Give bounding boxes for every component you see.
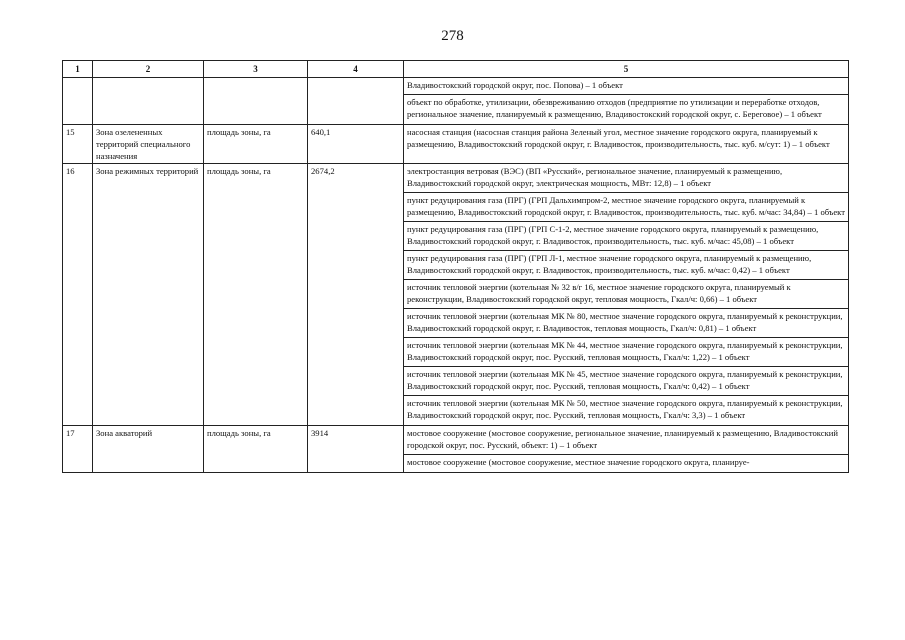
zone-name-cell: Зона акваторий — [93, 426, 204, 473]
table-row — [63, 164, 849, 426]
value-cell: 640,1 — [308, 125, 404, 164]
value-cell — [308, 78, 404, 125]
row-number-cell: 16 — [63, 164, 93, 426]
object-entry-text: источник тепловой энергии (котельная № 32 в/г 16, местное значение городского округа, планируемый к реконструкции, Владивостокский городской округ, тепловая мощность, Гкал/ч: 0,66) – 1 объект — [407, 282, 791, 304]
column-header-5: 5 — [404, 61, 849, 78]
column-header-2: 2 — [93, 61, 204, 78]
object-entry — [404, 126, 848, 153]
row-number-cell: 17 — [63, 426, 93, 473]
object-entry — [404, 337, 848, 366]
table-row — [63, 125, 849, 164]
objects-cell — [404, 78, 849, 125]
object-entry — [404, 165, 848, 192]
object-entry — [404, 308, 848, 337]
object-entry-text: электростанция ветровая (ВЭС) (ВП «Русский», региональное значение, планируемый к размещению, Владивостокский городской округ, электрическая мощность, МВт: 12,8) – 1 объект — [407, 166, 783, 188]
object-entry-text: пункт редуцирования газа (ПРГ) (ГРП Дальхимпром-2, местное значение городского округа, планируемый к размещению, Владивостокский городской округ, г. Владивосток, производительность, тыс. куб. м/час: 34,84) – 1 объект — [407, 195, 845, 217]
object-entry — [404, 454, 848, 471]
value-cell: 3914 — [308, 426, 404, 473]
row-number-cell: 15 — [63, 125, 93, 164]
object-entry-text: источник тепловой энергии (котельная МК № 80, местное значение городского округа, планируемый к реконструкции, Владивостокский городской округ, г. Владивосток, тепловая мощность, Гкал/ч: 0,81) – 1 объект — [407, 311, 843, 333]
object-entry — [404, 395, 848, 424]
object-entry-text: источник тепловой энергии (котельная МК № 45, местное значение городского округа, планируемый к реконструкции, Владивостокский городской округ, пос. Русский, тепловая мощность, Гкал/ч: 0,42) – 1 объект — [407, 369, 843, 391]
objects-cell — [404, 426, 849, 473]
object-entry — [404, 366, 848, 395]
table-header-row — [63, 61, 849, 78]
object-entry — [404, 94, 848, 123]
object-entry — [404, 221, 848, 250]
object-entry-text: источник тепловой энергии (котельная МК № 44, местное значение городского округа, планируемый к реконструкции, Владивостокский городской округ, пос. Русский, тепловая мощность, Гкал/ч: 1,22) – 1 объект — [407, 340, 843, 362]
objects-cell — [404, 164, 849, 426]
object-entry — [404, 279, 848, 308]
object-entry-text: насосная станция (насосная станция района Зеленый угол, местное значение городского округа, планируемый к размещению, Владивостокский городской округ, г. Владивосток, производительность, тыс. куб. м/сут: 1) – 1 объект — [407, 127, 830, 149]
object-entry-text: мостовое сооружение (мостовое сооружение, региональное значение, планируемый к размещению, Владивостокский городской округ, пос. Русский, объект: 1) – 1 объект — [407, 428, 838, 450]
page-number: 278 — [441, 28, 464, 44]
column-header-4: 4 — [308, 61, 404, 78]
object-entry — [404, 192, 848, 221]
parameter-cell — [204, 78, 308, 125]
parameter-cell: площадь зоны, га — [204, 426, 308, 473]
objects-table — [62, 60, 849, 473]
zone-name-cell — [93, 78, 204, 125]
zone-name-cell: Зона режимных территорий — [93, 164, 204, 426]
object-entry-text: Владивостокский городской округ, пос. Попова) – 1 объект — [407, 80, 623, 90]
object-entry — [404, 250, 848, 279]
object-entry — [404, 427, 848, 454]
objects-cell — [404, 125, 849, 164]
row-number-cell — [63, 78, 93, 125]
parameter-cell: площадь зоны, га — [204, 164, 308, 426]
column-header-1: 1 — [63, 61, 93, 78]
object-entry-text: мостовое сооружение (мостовое сооружение, местное значение городского округа, планируе- — [407, 457, 750, 467]
object-entry-text: пункт редуцирования газа (ПРГ) (ГРП Л-1, местное значение городского округа, планируемый к размещению, Владивостокский городской округ, г. Владивосток, производительность, тыс. куб. м/час: 0,42) – 1 объект — [407, 253, 812, 275]
parameter-cell: площадь зоны, га — [204, 125, 308, 164]
zone-name-cell: Зона озелененных территорий специального назначения — [93, 125, 204, 164]
table-row — [63, 426, 849, 473]
object-entry-text: объект по обработке, утилизации, обезвреживанию отходов (предприятие по утилизации и переработке отходов, региональное значение, планируемый к размещению, Владивостокский городской округ, с. Береговое) – 1 объект — [407, 97, 822, 119]
column-header-3: 3 — [204, 61, 308, 78]
object-entry-text: пункт редуцирования газа (ПРГ) (ГРП С-1-2, местное значение городского округа, планируемый к размещению, Владивостокский городской округ, г. Владивосток, производительность, тыс. куб. м/час: 45,08) – 1 объект — [407, 224, 819, 246]
table-row — [63, 78, 849, 125]
value-cell: 2674,2 — [308, 164, 404, 426]
object-entry — [404, 79, 848, 94]
object-entry-text: источник тепловой энергии (котельная МК № 50, местное значение городского округа, планируемый к реконструкции, Владивостокский городской округ, пос. Русский, тепловая мощность, Гкал/ч: 3,3) – 1 объект — [407, 398, 843, 420]
table-body — [63, 78, 849, 473]
